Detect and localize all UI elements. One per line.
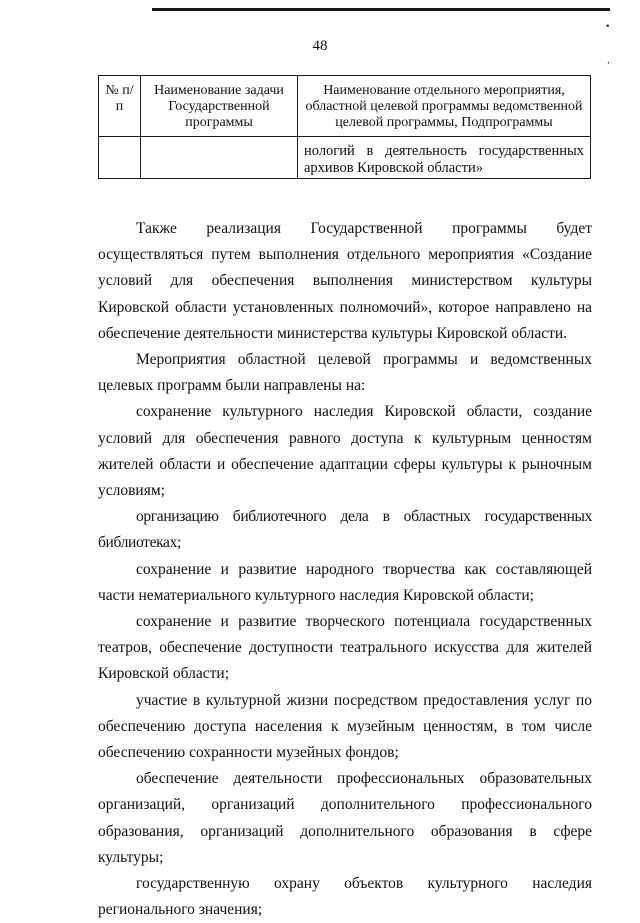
paragraph: Также реализация Государственной программы будет осуществляться путем выполнения отдельного мероприятия «Создание условий для обеспечения выполнения министерством культуры Кировской области установленных полномочий», которое направлено на обеспечение деятельности министерства культуры Кировской области. bbox=[98, 220, 592, 342]
paragraph: сохранение культурного наследия Кировской области, создание условий для обеспечения равного доступа к культурным ценностям жителей области и обеспечение адаптации сферы культуры к рыночным условиям; bbox=[98, 403, 592, 500]
paragraph: сохранение и развитие творческого потенциала государственных театров, обеспечение доступности театрального искусства для жителей Кировской области; bbox=[98, 613, 592, 683]
row-num-cell bbox=[99, 137, 141, 179]
row-event-cell bbox=[298, 137, 591, 179]
body-text bbox=[98, 216, 592, 923]
paragraph: участие в культурной жизни посредством предоставления услуг по обеспечению доступа населения к музейным ценностям, в том числе обеспечению сохранности музейных фондов; bbox=[98, 691, 592, 762]
page-number: 48 bbox=[312, 38, 328, 54]
table-row bbox=[99, 137, 591, 179]
program-table bbox=[98, 75, 591, 179]
paragraph: государственную охрану объектов культурного наследия регионального значения; bbox=[98, 875, 592, 919]
header-task-cell: Наименование задачи Государственной программы bbox=[141, 76, 298, 137]
scan-artifact-mark: , bbox=[607, 56, 610, 66]
table-header-row bbox=[99, 76, 591, 137]
paragraph: Мероприятия областной целевой программы и ведомственных целевых программ были направлены на: bbox=[98, 351, 592, 395]
header-event-cell: Наименование отдельного мероприятия, областной целевой программы ведомственной целевой программы, Подпрограммы bbox=[298, 76, 591, 137]
row-event-text: нологий в деятельность государственных архивов Кировской области» bbox=[304, 143, 584, 176]
scan-artifact-mark: • bbox=[605, 22, 611, 32]
top-border-line bbox=[152, 8, 610, 11]
row-task-cell bbox=[141, 137, 298, 179]
paragraph: обеспечение деятельности профессиональных образовательных организаций, организаций дополнительного профессионального образования, организаций дополнительного образования в сфере культуры; bbox=[98, 770, 592, 866]
header-num-cell: № п/п bbox=[99, 76, 141, 137]
paragraph: сохранение и развитие народного творчества как составляющей части нематериального культурного наследия Кировской области; bbox=[98, 560, 592, 604]
paragraph: организацию библиотечного дела в областных государственных библиотеках; bbox=[98, 508, 592, 552]
